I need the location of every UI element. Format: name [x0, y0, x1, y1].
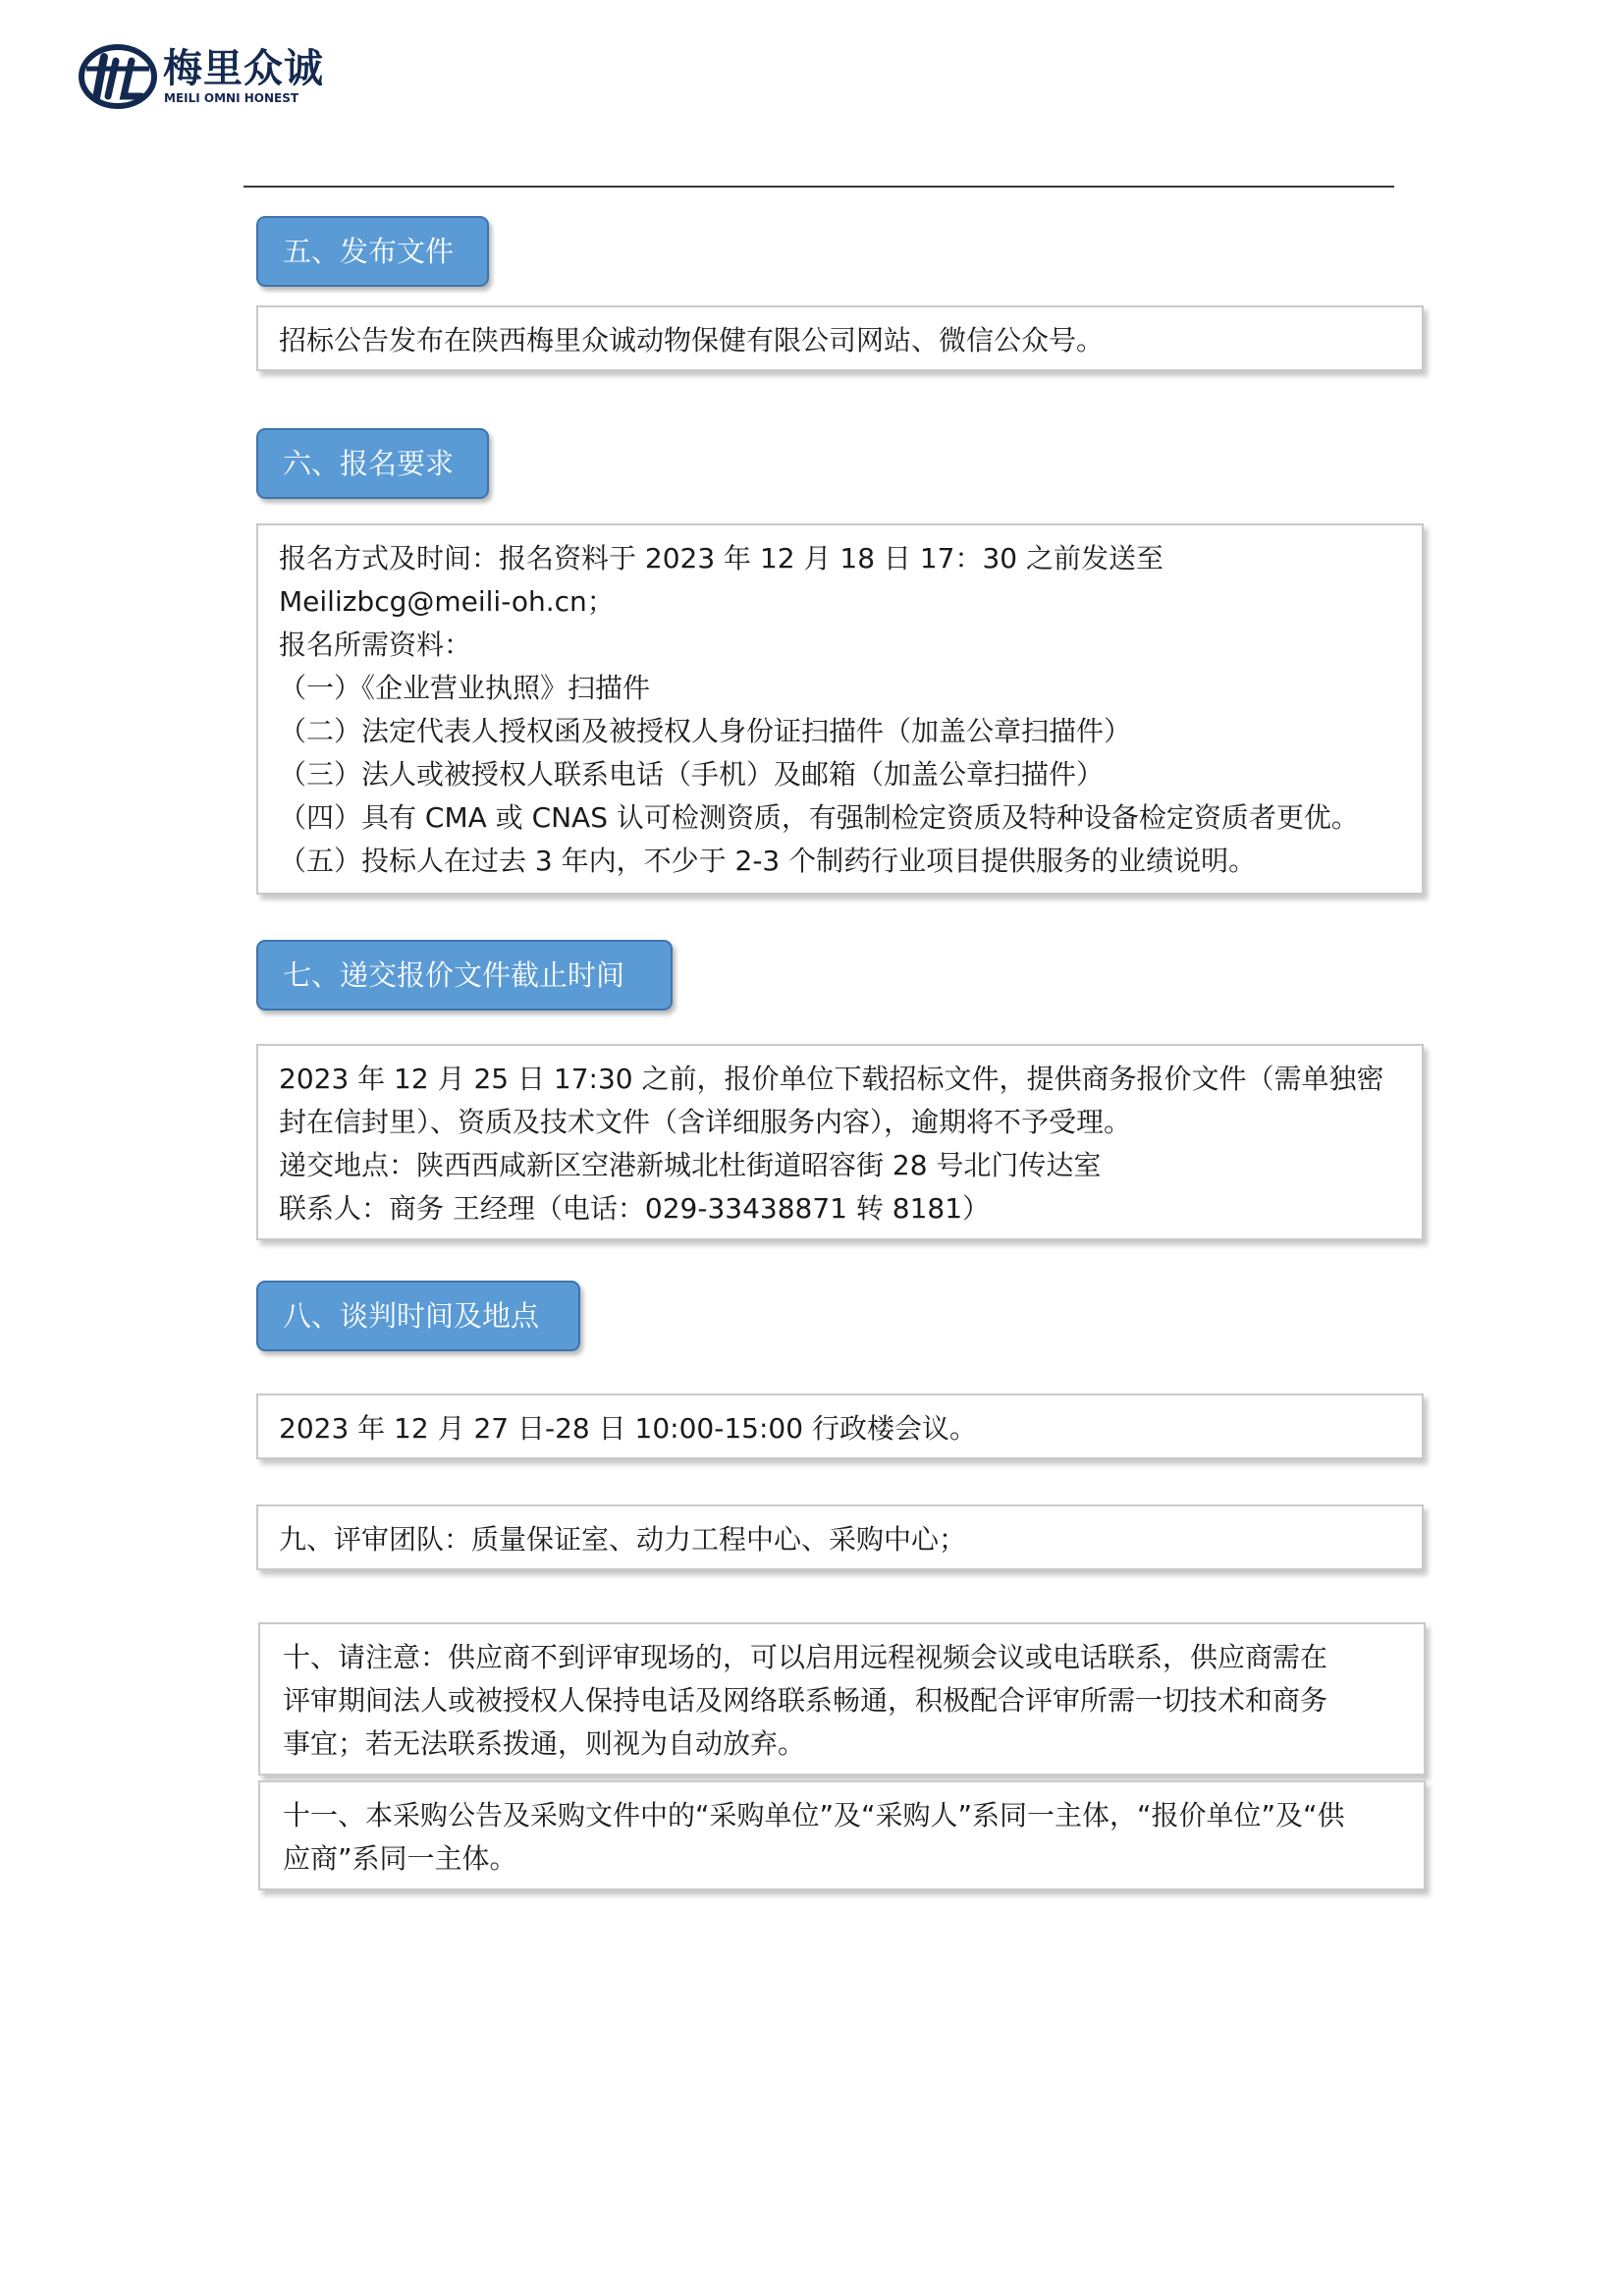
logo-english-name: MEILI OMNI HONEST	[164, 91, 299, 105]
section-9-box	[256, 1504, 1424, 1570]
section-8-heading: 八、谈判时间及地点	[256, 1281, 580, 1351]
section-6-line: 报名方式及时间：报名资料于 2023 年 12 月 18 日 17：30 之前发送至	[279, 542, 1163, 574]
section-10-line: 评审期间法人或被授权人保持电话及网络联系畅通，积极配合评审所需一切技术和商务	[283, 1684, 1328, 1717]
section-5-heading: 五、发布文件	[256, 216, 489, 287]
requirement-item: （五）投标人在过去 3 年内，不少于 2-3 个制药行业项目提供服务的业绩说明。	[279, 845, 1257, 877]
company-logo	[77, 41, 332, 112]
email-address: Meilizbcg@meili-oh.cn；	[279, 585, 615, 618]
requirement-item: （三）法人或被授权人联系电话（手机）及邮箱（加盖公章扫描件）	[279, 758, 1105, 791]
section-11-line: 应商”系同一主体。	[283, 1842, 517, 1875]
section-6-box	[256, 523, 1424, 895]
section-8-box	[256, 1394, 1424, 1459]
requirement-item: （一）《企业营业执照》扫描件	[279, 672, 651, 704]
section-9-line: 九、评审团队：质量保证室、动力工程中心、采购中心；	[279, 1523, 967, 1556]
contact-person: 联系人：商务 王经理（电话：029-33438871 转 8181）	[279, 1192, 991, 1225]
section-6-heading: 六、报名要求	[256, 428, 489, 499]
section-11-box	[258, 1780, 1426, 1890]
requirement-item: （二）法定代表人授权函及被授权人身份证扫描件（加盖公章扫描件）	[279, 715, 1132, 747]
section-5-box	[256, 305, 1424, 371]
section-7-box	[256, 1044, 1424, 1240]
mzc-monogram-logo-icon	[77, 41, 159, 112]
section-8-line: 2023 年 12 月 27 日-28 日 10:00-15:00 行政楼会议。	[279, 1412, 977, 1445]
delivery-address: 递交地点：陕西西咸新区空港新城北杜街道昭容街 28 号北门传达室	[279, 1149, 1102, 1181]
section-7-heading: 七、递交报价文件截止时间	[256, 940, 673, 1011]
section-6-line: 报名所需资料：	[279, 629, 472, 661]
section-10-box	[258, 1622, 1426, 1776]
requirement-item: （四）具有 CMA 或 CNAS 认可检测资质，有强制检定资质及特种设备检定资质者更优。	[279, 801, 1359, 834]
section-11-line: 十一、本采购公告及采购文件中的“采购单位”及“采购人”系同一主体，“报价单位”及“供	[283, 1799, 1345, 1831]
section-10-line: 十、请注意：供应商不到评审现场的，可以启用远程视频会议或电话联系，供应商需在	[283, 1641, 1328, 1673]
section-7-line: 封在信封里）、资质及技术文件（含详细服务内容），逾期将不予受理。	[279, 1106, 1132, 1138]
section-7-line: 2023 年 12 月 25 日 17:30 之前，报价单位下载招标文件，提供商务报价文件（需单独密	[279, 1063, 1384, 1095]
logo-chinese-name: 梅里众诚	[163, 46, 324, 91]
section-5-line: 招标公告发布在陕西梅里众诚动物保健有限公司网站、微信公众号。	[279, 324, 1105, 356]
header-divider	[243, 186, 1394, 188]
section-10-line: 事宜；若无法联系拨通，则视为自动放弃。	[283, 1727, 806, 1760]
